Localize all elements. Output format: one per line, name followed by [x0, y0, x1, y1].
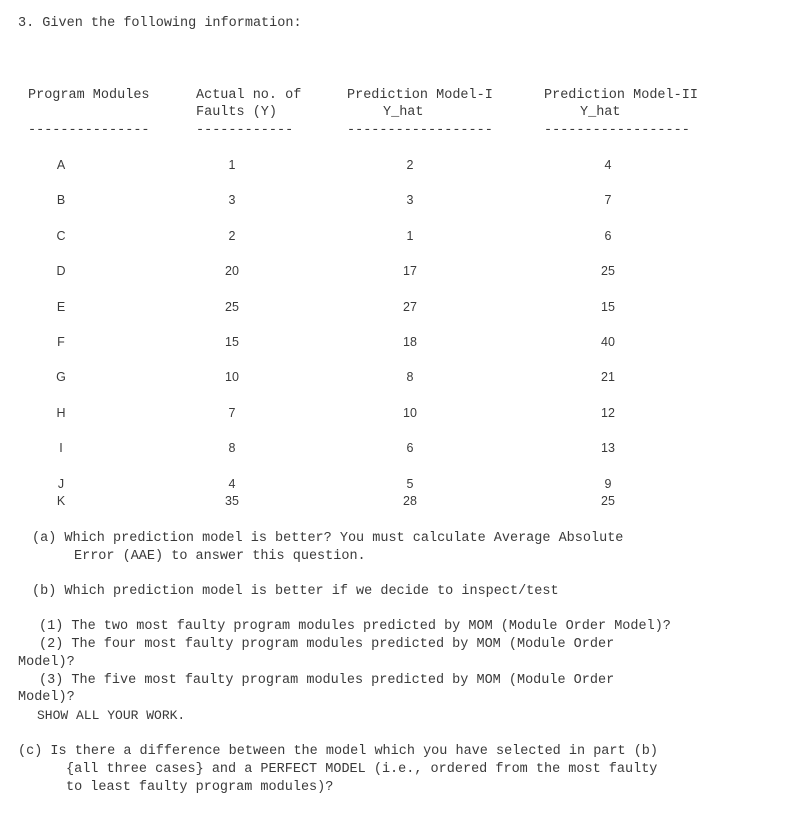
- cell-model-2: 13: [601, 441, 615, 455]
- cell-model-1: 28: [403, 494, 417, 508]
- cell-model-1: 17: [403, 264, 417, 278]
- part-b2-line2: Model)?: [18, 655, 75, 670]
- header-model-1-sub: Y_hat: [383, 105, 424, 120]
- cell-module: K: [56, 494, 66, 508]
- cell-actual-faults: 20: [225, 264, 239, 278]
- cell-module: H: [56, 406, 66, 420]
- header-model-1: Prediction Model-I: [347, 88, 493, 103]
- header-model-2-sub: Y_hat: [580, 105, 621, 120]
- cell-module: C: [56, 229, 66, 243]
- cell-model-2: 15: [601, 300, 615, 314]
- part-b3-line1: (3) The five most faulty program modules predicted by MOM (Module Order: [39, 673, 615, 688]
- cell-model-1: 6: [406, 441, 414, 455]
- header-model-2: Prediction Model-II: [544, 88, 698, 103]
- cell-actual-faults: 2: [228, 229, 236, 243]
- question-title: 3. Given the following information:: [18, 16, 302, 31]
- cell-module: E: [56, 300, 66, 314]
- divider-actual-faults: ------------: [196, 123, 294, 138]
- cell-model-1: 18: [403, 335, 417, 349]
- cell-model-2: 25: [601, 494, 615, 508]
- cell-model-1: 27: [403, 300, 417, 314]
- part-b3-line2: Model)?: [18, 690, 75, 705]
- cell-model-2: 6: [604, 229, 612, 243]
- part-a-line2: Error (AAE) to answer this question.: [74, 549, 366, 564]
- cell-model-2: 7: [604, 193, 612, 207]
- cell-module: D: [56, 264, 66, 278]
- cell-actual-faults: 35: [225, 494, 239, 508]
- cell-model-1: 5: [406, 477, 414, 491]
- cell-model-2: 40: [601, 335, 615, 349]
- cell-model-1: 8: [406, 370, 414, 384]
- part-c-line1: (c) Is there a difference between the model which you have selected in part (b): [18, 744, 659, 759]
- cell-actual-faults: 10: [225, 370, 239, 384]
- cell-actual-faults: 4: [228, 477, 236, 491]
- divider-program-modules: ---------------: [28, 123, 150, 138]
- cell-actual-faults: 1: [228, 158, 236, 172]
- cell-model-1: 1: [406, 229, 414, 243]
- header-program-modules: Program Modules: [28, 88, 150, 103]
- header-actual-faults-sub: Faults (Y): [196, 105, 278, 120]
- part-a-line1: (a) Which prediction model is better? You must calculate Average Absolute: [32, 531, 624, 546]
- cell-module: B: [56, 193, 66, 207]
- cell-module: A: [56, 158, 66, 172]
- part-c-line3: to least faulty program modules)?: [66, 780, 334, 795]
- part-b-intro: (b) Which prediction model is better if we decide to inspect/test: [32, 584, 559, 599]
- cell-model-2: 4: [604, 158, 612, 172]
- cell-actual-faults: 25: [225, 300, 239, 314]
- header-actual-faults: Actual no. of: [196, 88, 302, 103]
- divider-model-1: ------------------: [347, 123, 493, 138]
- cell-model-2: 12: [601, 406, 615, 420]
- cell-module: G: [56, 370, 66, 384]
- cell-model-1: 2: [406, 158, 414, 172]
- cell-actual-faults: 3: [228, 193, 236, 207]
- divider-model-2: ------------------: [544, 123, 690, 138]
- cell-actual-faults: 15: [225, 335, 239, 349]
- part-c-line2: {all three cases} and a PERFECT MODEL (i.e., ordered from the most faulty: [66, 762, 658, 777]
- cell-module: J: [57, 477, 65, 491]
- cell-module: I: [59, 441, 63, 455]
- cell-model-2: 9: [604, 477, 612, 491]
- cell-actual-faults: 8: [228, 441, 236, 455]
- part-b2-line1: (2) The four most faulty program modules predicted by MOM (Module Order: [39, 637, 615, 652]
- part-b1: (1) The two most faulty program modules predicted by MOM (Module Order Model)?: [39, 619, 671, 634]
- cell-module: F: [57, 335, 65, 349]
- cell-model-1: 10: [403, 406, 417, 420]
- cell-actual-faults: 7: [228, 406, 236, 420]
- show-work-note: SHOW ALL YOUR WORK.: [37, 708, 186, 723]
- cell-model-2: 25: [601, 264, 615, 278]
- cell-model-1: 3: [406, 193, 414, 207]
- cell-model-2: 21: [601, 370, 615, 384]
